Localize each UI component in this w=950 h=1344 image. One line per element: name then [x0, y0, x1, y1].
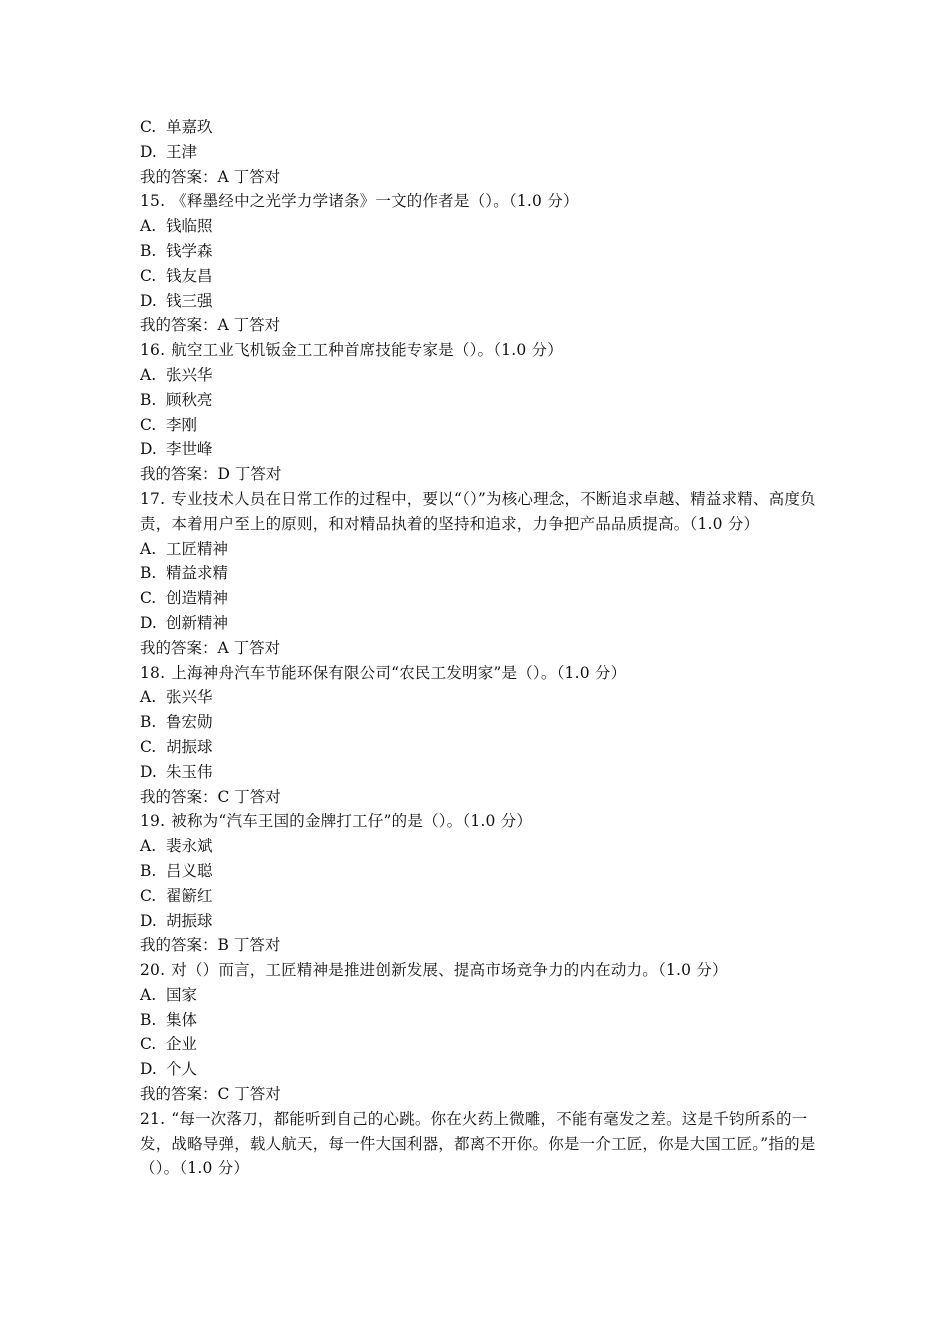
- question-stem: [140, 189, 830, 214]
- option-text: 精益求精: [166, 564, 229, 583]
- question-text: 专业技术人员在日常工作的过程中，要以“（）”为核心理念，不断追求卓越、精益求精、高度负责，本着用户至上的原则，和对精品执着的坚持和追求，力争把产品品质提高。（1.0 分）: [140, 489, 816, 533]
- option-text: 王津: [166, 142, 198, 161]
- option-text: 朱玉伟: [166, 762, 213, 781]
- option-letter: A.: [140, 837, 157, 856]
- option-letter: C.: [140, 737, 157, 756]
- option-letter: C.: [140, 415, 157, 434]
- answer-line: 我的答案：A 丁答对: [140, 316, 281, 335]
- question-stem: [140, 958, 830, 983]
- option-letter: B.: [140, 713, 157, 732]
- question-number: 17.: [140, 489, 166, 508]
- option-row: [140, 413, 830, 438]
- option-text: 集体: [166, 1010, 198, 1029]
- question-number: 21.: [140, 1109, 166, 1128]
- option-text: 创新精神: [166, 613, 229, 632]
- option-text: 裴永斌: [166, 837, 213, 856]
- question-text: 被称为“汽车王国的金牌打工仔”的是（）。（1.0 分）: [171, 812, 533, 831]
- question-text: 航空工业飞机钣金工工种首席技能专家是（）。（1.0 分）: [171, 341, 563, 360]
- option-text: 鲁宏勋: [166, 713, 213, 732]
- option-row: [140, 140, 830, 165]
- option-row: [140, 884, 830, 909]
- option-row: [140, 115, 830, 140]
- question-text: 对（）而言，工匠精神是推进创新发展、提高市场竞争力的内在动力。（1.0 分）: [171, 961, 728, 980]
- option-row: [140, 264, 830, 289]
- option-text: 国家: [166, 985, 198, 1004]
- option-text: 胡振球: [166, 911, 213, 930]
- option-row: [140, 437, 830, 462]
- document-page: [140, 115, 830, 1181]
- option-letter: B.: [140, 861, 157, 880]
- option-letter: D.: [140, 142, 157, 161]
- question-number: 18.: [140, 663, 166, 682]
- option-text: 企业: [166, 1035, 198, 1054]
- option-letter: A.: [140, 539, 157, 558]
- option-row: [140, 561, 830, 586]
- option-letter: A.: [140, 365, 157, 384]
- option-letter: C.: [140, 118, 157, 136]
- answer-line: 我的答案：A 丁答对: [140, 167, 281, 186]
- option-text: 钱友昌: [166, 266, 213, 285]
- option-row: [140, 239, 830, 264]
- answer-line: 我的答案：B 丁答对: [140, 936, 281, 955]
- option-letter: D.: [140, 613, 157, 632]
- question-list: [140, 189, 830, 1181]
- option-text: 钱学森: [166, 241, 213, 260]
- option-row: [140, 834, 830, 859]
- option-row: [140, 1032, 830, 1057]
- option-letter: B.: [140, 390, 157, 409]
- question-stem: [140, 809, 830, 834]
- option-row: [140, 760, 830, 785]
- question-text: 上海神舟汽车节能环保有限公司“农民工发明家”是（）。（1.0 分）: [171, 663, 627, 682]
- question-stem: [140, 338, 830, 363]
- question-number: 16.: [140, 341, 166, 360]
- option-row: [140, 611, 830, 636]
- question-number: 19.: [140, 812, 166, 831]
- option-letter: A.: [140, 985, 157, 1004]
- option-letter: D.: [140, 762, 157, 781]
- option-row: [140, 983, 830, 1008]
- option-row: [140, 537, 830, 562]
- option-row: [140, 289, 830, 314]
- option-text: 李刚: [166, 415, 198, 434]
- option-text: 李世峰: [166, 440, 213, 459]
- option-text: 钱临照: [166, 217, 213, 236]
- option-row: [140, 735, 830, 760]
- option-text: 工匠精神: [166, 539, 229, 558]
- option-text: 顾秋亮: [166, 390, 213, 409]
- answer-line: 我的答案：A 丁答对: [140, 638, 281, 657]
- option-row: [140, 909, 830, 934]
- option-text: 创造精神: [166, 589, 229, 608]
- option-letter: D.: [140, 1060, 157, 1079]
- answer-line: 我的答案：D 丁答对: [140, 465, 282, 484]
- option-letter: B.: [140, 241, 157, 260]
- option-text: 张兴华: [166, 365, 213, 384]
- option-row: [140, 214, 830, 239]
- question-text: “每一次落刀，都能听到自己的心跳。你在火药上微雕，不能有毫发之差。这是千钧所系的一发，战略导弹，载人航天，每一件大国利器，都离不开你。你是一介工匠，你是大国工匠。”指的是（）。（1.0 分）: [140, 1109, 816, 1178]
- question-stem: [140, 661, 830, 686]
- option-text: 胡振球: [166, 737, 213, 756]
- option-text: 翟簖红: [166, 886, 213, 905]
- option-row: [140, 710, 830, 735]
- option-letter: B.: [140, 564, 157, 583]
- option-letter: B.: [140, 1010, 157, 1029]
- option-letter: A.: [140, 688, 157, 707]
- option-text: 吕义聪: [166, 861, 213, 880]
- question-stem: [140, 487, 830, 537]
- question-stem: [140, 1107, 830, 1181]
- option-text: 钱三强: [166, 291, 213, 310]
- option-letter: D.: [140, 911, 157, 930]
- option-letter: C.: [140, 266, 157, 285]
- option-row: [140, 1057, 830, 1082]
- option-letter: D.: [140, 440, 157, 459]
- option-row: [140, 859, 830, 884]
- option-text: 张兴华: [166, 688, 213, 707]
- option-text: 个人: [166, 1060, 198, 1079]
- option-row: [140, 1008, 830, 1033]
- option-letter: A.: [140, 217, 157, 236]
- question-text: 《释墨经中之光学力学诸条》一文的作者是（）。（1.0 分）: [171, 192, 579, 211]
- question-number: 20.: [140, 961, 166, 980]
- option-letter: C.: [140, 589, 157, 608]
- option-row: [140, 685, 830, 710]
- option-letter: D.: [140, 291, 157, 310]
- question-number: 15.: [140, 192, 166, 211]
- option-letter: C.: [140, 886, 157, 905]
- option-letter: C.: [140, 1035, 157, 1054]
- option-row: [140, 363, 830, 388]
- option-row: [140, 586, 830, 611]
- option-text: 单嘉玖: [166, 118, 213, 136]
- option-row: [140, 388, 830, 413]
- answer-line: 我的答案：C 丁答对: [140, 787, 281, 806]
- answer-line: 我的答案：C 丁答对: [140, 1085, 281, 1104]
